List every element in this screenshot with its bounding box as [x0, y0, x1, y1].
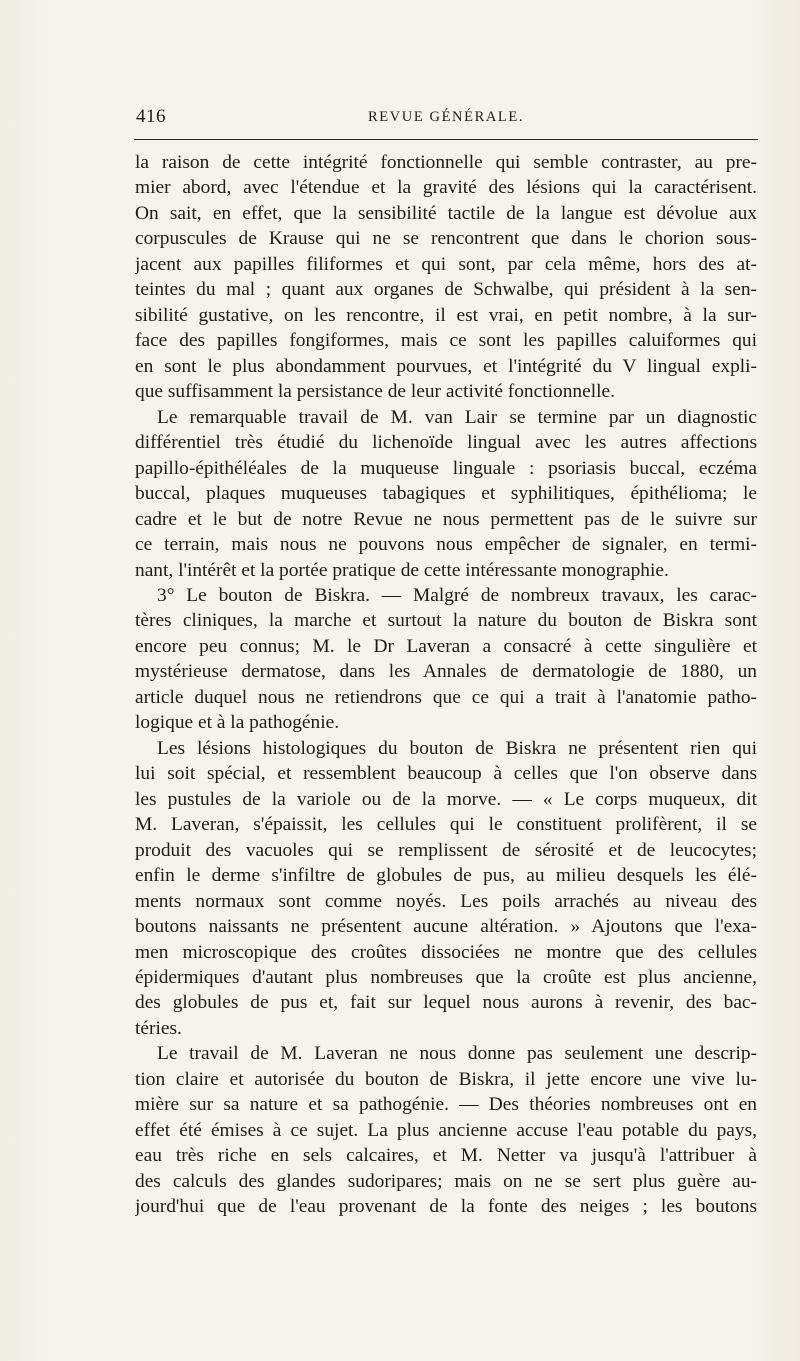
text-line: épidermiques d'autant plus nombreuses que la croûte est plus ancienne,: [135, 967, 757, 988]
text-line: jourd'hui que de l'eau provenant de la fonte des neiges ; les boutons: [135, 1196, 757, 1218]
text-line: jacent aux papilles filiformes et qui sont, par cela même, hors des at-: [135, 253, 757, 275]
text-line: téries.: [135, 1017, 182, 1039]
text-line: teintes du mal ; quant aux organes de Schwalbe, qui président à la sen-: [135, 279, 757, 301]
text-line: ce terrain, mais nous ne pouvons nous empêcher de signaler, en termi-: [135, 534, 757, 556]
text-line: la raison de cette intégrité fonctionnelle qui semble contraster, au pre-: [135, 152, 757, 173]
text-line: papillo-épithéléales de la muqueuse linguale : psoriasis buccal, eczéma: [135, 457, 757, 479]
text-line: boutons naissants ne présentent aucune altération. » Ajoutons que l'exa-: [135, 916, 757, 938]
page-header: [136, 106, 756, 136]
text-line: men microscopique des croûtes dissociées ne montre que des cellules: [135, 941, 757, 963]
text-line: corpuscules de Krause qui ne se rencontrent que dans le chorion sous-: [135, 228, 757, 250]
text-line: face des papilles fongiformes, mais ce sont les papilles caluiformes qui: [135, 330, 757, 352]
header-rule: [134, 139, 758, 140]
text-line: article duquel nous ne retiendrons que ce qui a trait à l'anatomie patho-: [135, 686, 757, 708]
text-line: On sait, en effet, que la sensibilité tactile de la langue est dévolue aux: [135, 202, 757, 224]
text-line: encore peu connus; M. le Dr Laveran a consacré à cette singulière et: [135, 635, 757, 657]
text-line: buccal, plaques muqueuses tabagiques et syphilitiques, épithélioma; le: [135, 483, 757, 505]
text-line: 3° Le bouton de Biskra. — Malgré de nombreux travaux, les carac-: [157, 584, 757, 606]
text-line: sibilité gustative, on les rencontre, il est vrai, en petit nombre, à la sur-: [135, 304, 757, 326]
text-line: cadre et le but de notre Revue ne nous permettent pas de le suivre sur: [135, 508, 757, 530]
text-line: lui soit spécial, et ressemblent beaucoup à celles que l'on observe dans: [135, 763, 757, 785]
running-title: REVUE GÉNÉRALE.: [367, 109, 525, 125]
text-line: Le travail de M. Laveran ne nous donne pas seulement une descrip-: [157, 1043, 757, 1065]
text-line: différentiel très étudié du lichenoïde lingual avec les autres affections: [135, 432, 757, 454]
text-line: enfin le derme s'infiltre de globules de pus, au milieu desquels les élé-: [135, 865, 757, 887]
text-line: eau très riche en sels calcaires, et M. Netter va jusqu'à l'attribuer à: [135, 1145, 757, 1167]
text-line: nant, l'intérêt et la portée pratique de cette intéressante monographie.: [135, 559, 669, 581]
text-line: mier abord, avec l'étendue et la gravité des lésions qui la caractérisent.: [135, 177, 757, 199]
text-line: M. Laveran, s'épaissit, les cellules qui le constituent prolifèrent, il se: [135, 814, 757, 836]
text-line: mystérieuse dermatose, dans les Annales de dermatologie de 1880, un: [135, 661, 757, 683]
text-line: effet été émises à ce sujet. La plus ancienne accuse l'eau potable du pays,: [135, 1119, 757, 1141]
text-line: logique et à la pathogénie.: [135, 712, 340, 734]
text-line: les pustules de la variole ou de la morve. — « Le corps muqueux, dit: [135, 788, 757, 810]
text-line: des globules de pus et, fait sur lequel nous aurons à revenir, des bac-: [135, 992, 757, 1014]
text-line: des calculs des glandes sudoripares; mais on ne se sert plus guère au-: [135, 1170, 757, 1192]
text-line: tion claire et autorisée du bouton de Biskra, il jette encore une vive lu-: [135, 1068, 757, 1090]
text-line: Les lésions histologiques du bouton de Biskra ne présentent rien qui: [157, 737, 757, 759]
page-number: 416: [136, 106, 166, 127]
body-text: [135, 150, 757, 1220]
text-line: ments normaux sont comme noyés. Les poils arrachés au niveau des: [135, 890, 757, 912]
text-line: que suffisamment la persistance de leur activité fonctionnelle.: [135, 381, 615, 403]
text-line: Le remarquable travail de M. van Lair se termine par un diagnostic: [157, 406, 757, 428]
text-line: mière sur sa nature et sa pathogénie. — Des théories nombreuses ont en: [135, 1094, 757, 1116]
text-line: produit des vacuoles qui se remplissent de sérosité et de leucocytes;: [135, 839, 757, 861]
text-line: en sont le plus abondamment pourvues, et l'intégrité du V lingual expli-: [135, 355, 757, 377]
text-line: tères cliniques, la marche et surtout la nature du bouton de Biskra sont: [135, 610, 757, 632]
